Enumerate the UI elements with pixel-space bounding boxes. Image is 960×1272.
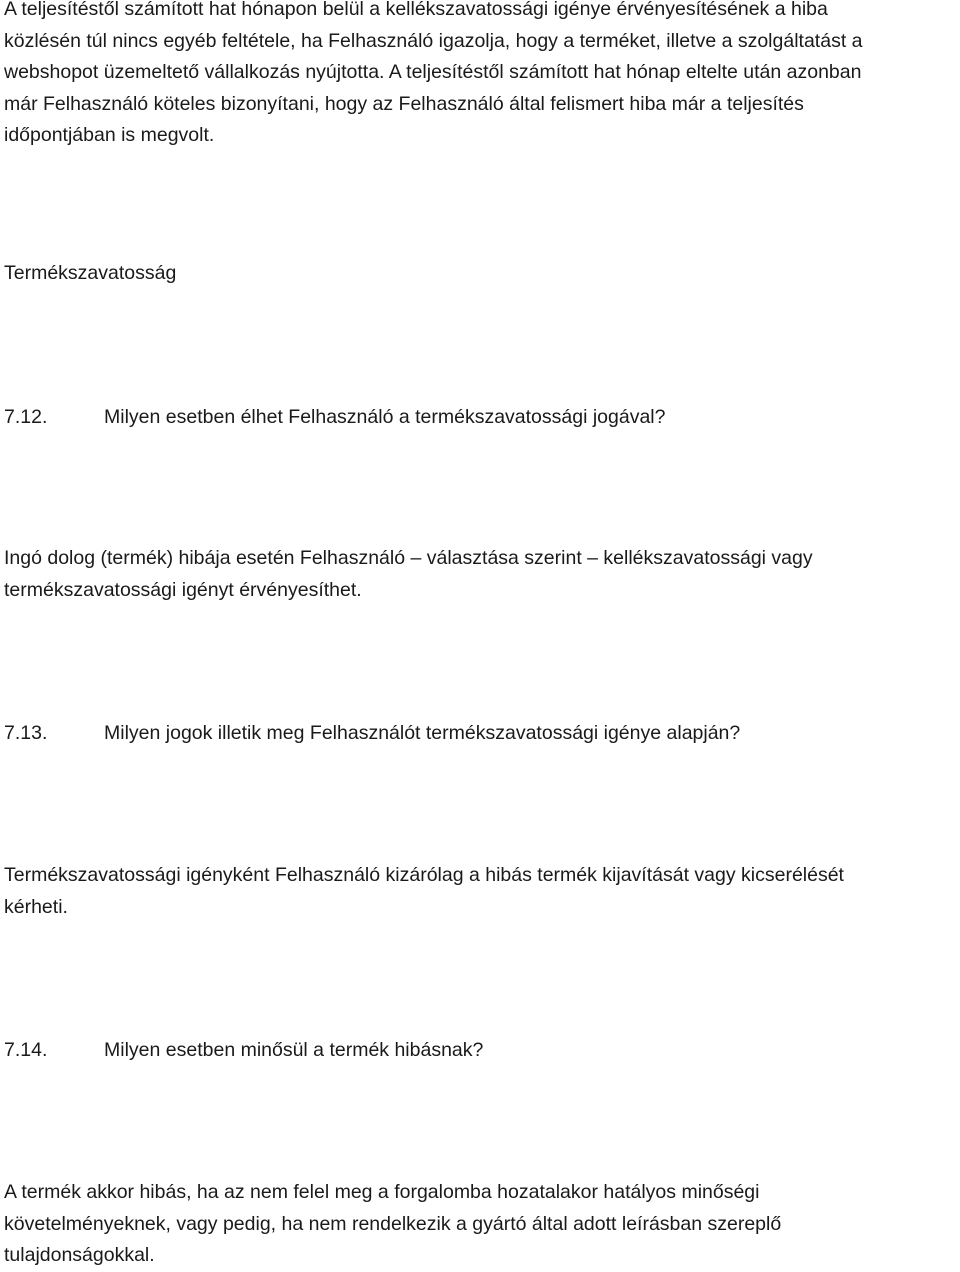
question-7-13: Milyen jogok illetik meg Felhasználót termékszavatossági igénye alapján?	[104, 722, 741, 744]
answer-7-13	[4, 860, 956, 923]
intro-line: A teljesítéstől számított hat hónapon belül a kellékszavatossági igénye érvényesítésének a hiba	[4, 0, 828, 20]
answer-7-12	[4, 543, 956, 606]
answer-line: követelményeknek, vagy pedig, ha nem rendelkezik a gyártó által adott leírásban szereplő	[4, 1212, 782, 1235]
intro-line: már Felhasználó köteles bizonyítani, hogy az Felhasználó által felismert hiba már a teljesítés	[4, 92, 804, 115]
question-7-14: Milyen esetben minősül a termék hibásnak?	[104, 1039, 484, 1061]
intro-paragraph	[4, 0, 956, 152]
answer-line: A termék akkor hibás, ha az nem felel meg a forgalomba hozatalakor hatályos minőségi	[4, 1181, 760, 1203]
answer-line: kérheti.	[4, 895, 68, 918]
question-number-7-12: 7.12.	[4, 406, 48, 428]
intro-line: közlésén túl nincs egyéb feltétele, ha Felhasználó igazolja, hogy a terméket, illetve a szolgáltatást a	[4, 29, 863, 52]
intro-line: időpontjában is megvolt.	[4, 124, 215, 146]
answer-line: termékszavatossági igényt érvényesíthet.	[4, 578, 362, 601]
answer-7-14	[4, 1177, 956, 1272]
answer-line: Ingó dolog (termék) hibája esetén Felhasználó – választása szerint – kellékszavatossági vagy	[4, 547, 813, 569]
answer-line: tulajdonságokkal.	[4, 1244, 155, 1266]
question-number-7-14: 7.14.	[4, 1039, 48, 1061]
section-heading: Termékszavatosság	[4, 262, 177, 284]
intro-line: webshopot üzemeltető vállalkozás nyújtotta. A teljesítéstől számított hat hónap eltelte után azonban	[4, 61, 862, 83]
question-7-12: Milyen esetben élhet Felhasználó a termékszavatossági jogával?	[104, 406, 666, 428]
question-number-7-13: 7.13.	[4, 722, 48, 744]
answer-line: Termékszavatossági igényként Felhasználó kizárólag a hibás termék kijavítását vagy kicserélését	[4, 864, 844, 886]
